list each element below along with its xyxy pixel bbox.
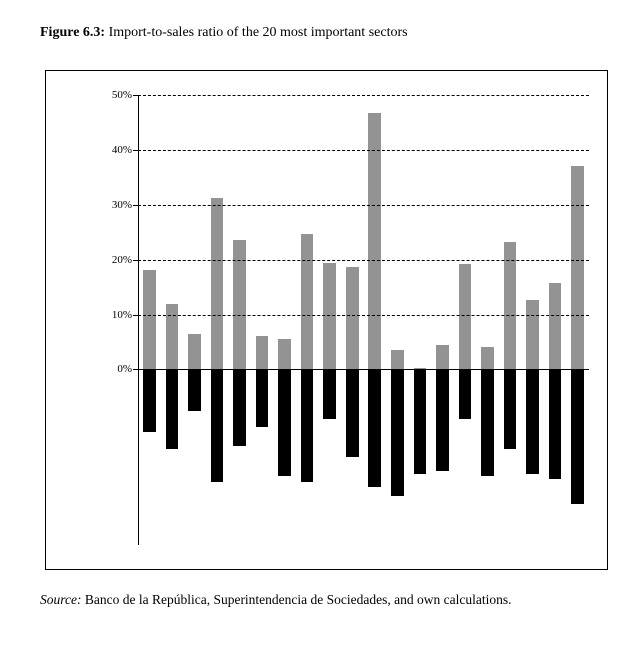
gridline (138, 260, 589, 261)
bar-group (436, 95, 449, 545)
bar-negative (526, 369, 539, 473)
bar-negative (391, 369, 404, 495)
bar-negative (459, 369, 472, 418)
bar-group (368, 95, 381, 545)
bar-negative (414, 369, 427, 473)
bar-positive (526, 300, 539, 370)
zero-axis-line (138, 369, 589, 370)
bar-positive (143, 270, 156, 370)
bar-group (481, 95, 494, 545)
source-text: Banco de la República, Superintendencia de Sociedades, and own calculations. (81, 592, 512, 607)
bar-negative (166, 369, 179, 449)
bar-positive (391, 350, 404, 370)
bar-group (166, 95, 179, 545)
bar-positive (481, 347, 494, 369)
figure-caption-title: Import-to-sales ratio of the 20 most important sectors (105, 25, 408, 40)
y-axis-tick (133, 369, 138, 370)
bar-group (526, 95, 539, 545)
bar-negative (301, 369, 314, 482)
y-axis-tick (133, 95, 138, 96)
bar-positive (188, 334, 201, 370)
bar-negative (323, 369, 336, 418)
bar-positive (256, 336, 269, 369)
bar-group (143, 95, 156, 545)
bar-positive (436, 345, 449, 370)
bar-group (233, 95, 246, 545)
bar-group (188, 95, 201, 545)
bar-positive (504, 242, 517, 369)
bar-positive (459, 264, 472, 369)
bars-layer (138, 95, 589, 545)
chart-frame (45, 70, 608, 570)
gridline (138, 150, 589, 151)
bar-group (301, 95, 314, 545)
bar-negative (256, 369, 269, 427)
y-axis-tick-label: 30% (111, 198, 132, 211)
bar-positive (323, 263, 336, 369)
bar-group (549, 95, 562, 545)
y-axis-tick (133, 315, 138, 316)
bar-group (278, 95, 291, 545)
bar-negative (481, 369, 494, 476)
bar-negative (571, 369, 584, 503)
y-axis-tick-label: 0% (117, 363, 132, 376)
y-axis-tick (133, 260, 138, 261)
bar-group (346, 95, 359, 545)
y-axis-tick-label: 10% (111, 308, 132, 321)
bar-group (571, 95, 584, 545)
bar-group (414, 95, 427, 545)
bar-positive (278, 339, 291, 369)
chart-plot-area (111, 89, 589, 545)
bar-positive (301, 234, 314, 369)
gridline (138, 315, 589, 316)
bar-negative (436, 369, 449, 471)
y-axis-tick-label: 50% (111, 89, 132, 101)
figure-caption-label: Figure 6.3: (40, 25, 106, 40)
bar-negative (188, 369, 201, 410)
bar-group (504, 95, 517, 545)
source-label: Source: (40, 592, 82, 607)
bar-negative (504, 369, 517, 449)
bar-negative (211, 369, 224, 482)
gridline (138, 205, 589, 206)
bar-negative (368, 369, 381, 487)
bar-group (391, 95, 404, 545)
y-axis-tick (133, 205, 138, 206)
bar-group (459, 95, 472, 545)
y-axis-tick-label: 40% (111, 143, 132, 156)
bar-group (256, 95, 269, 545)
bar-negative (143, 369, 156, 432)
bar-positive (571, 166, 584, 369)
bar-negative (549, 369, 562, 479)
y-axis-tick-label: 20% (111, 253, 132, 266)
bar-positive (368, 113, 381, 370)
gridline (138, 95, 589, 96)
bar-group (211, 95, 224, 545)
bar-positive (211, 198, 224, 369)
figure-caption (40, 25, 408, 41)
bar-positive (346, 267, 359, 369)
bar-positive (549, 283, 562, 369)
bar-negative (233, 369, 246, 446)
bar-negative (346, 369, 359, 457)
bar-negative (278, 369, 291, 476)
bar-positive (166, 304, 179, 370)
source-note (40, 592, 511, 608)
y-axis-tick (133, 150, 138, 151)
bar-group (323, 95, 336, 545)
